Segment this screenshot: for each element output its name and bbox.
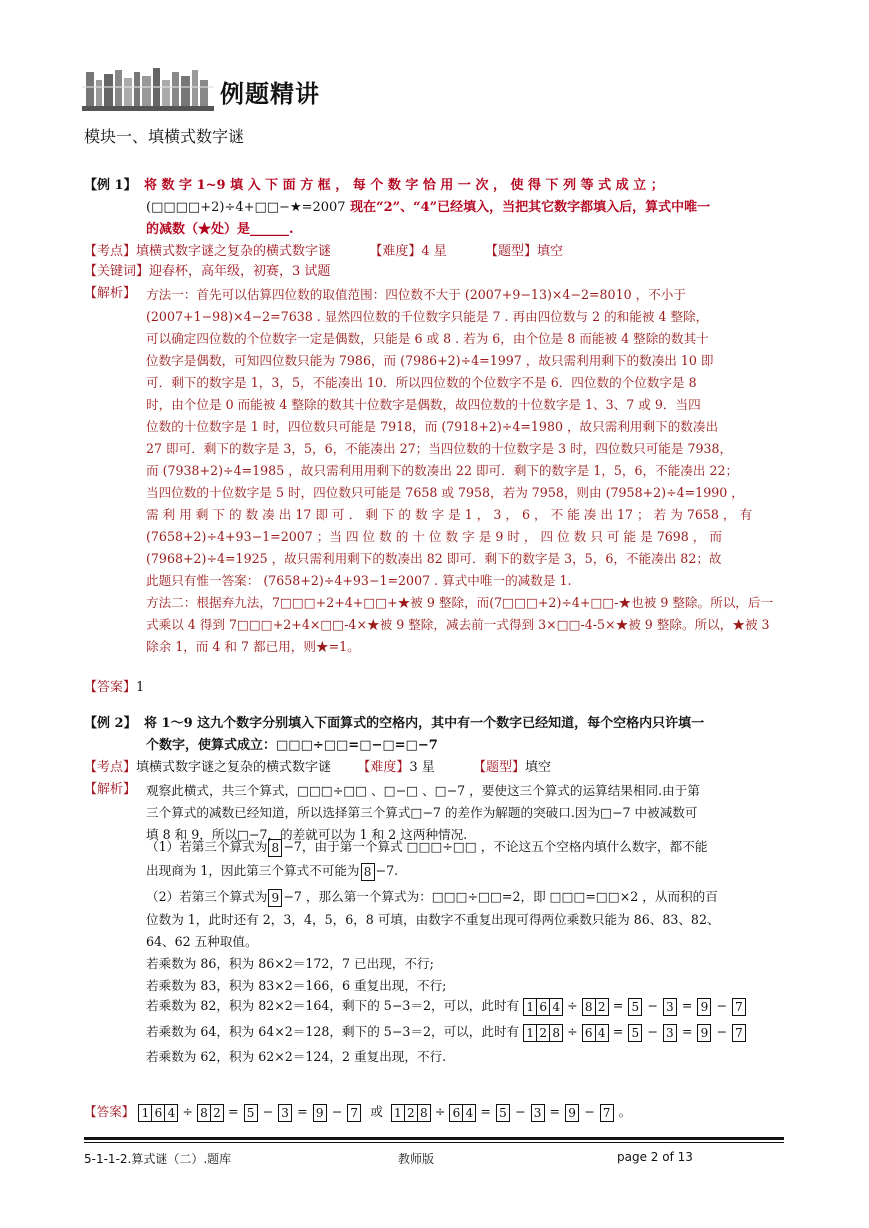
digit-box: 5 (628, 1024, 642, 1042)
case-2-line-1 (146, 886, 718, 907)
multiplier-row: 若乘数为 83，积为 83×2＝166，6 重复出现，不行; (146, 978, 447, 993)
tixing-label: 【题型】 (473, 760, 526, 775)
example-2-label: 【例 2】 (84, 716, 137, 731)
multiplier-text: 若乘数为 82，积为 82×2＝164，剩下的 5−3＝2，可以，此时有 (146, 998, 520, 1013)
analysis-line: 而 (7938+2)÷4=1985 ，故只需利用用剩下的数凑出 22 即可．剩下的数字是 1，5，6，不能凑出 22； (146, 463, 739, 478)
digit-box: 9 (268, 889, 282, 907)
digit-box: 8 (197, 1104, 210, 1122)
analysis-line: (7968+2)÷4=1925 ，故只需利用剩下的数凑出 82 即可．剩下的数字是 3，5，6，不能凑出 82；故 (146, 551, 722, 566)
digit-box: 2 (536, 1024, 549, 1042)
answer-value: 1 (136, 680, 145, 695)
analysis-line: 需 利 用 剩 下 的 数 凑 出 17 即 可 ． 剩 下 的 数 字 是 1 ， 3 ， 6 ， 不 能 凑 出 17 ； 若 为 7658 ， 有 (146, 507, 753, 522)
digit-box: 8 (417, 1104, 431, 1122)
tixing-value: 填空 (525, 760, 552, 775)
digit-box: 7 (732, 998, 746, 1016)
digit-box: 1 (523, 998, 536, 1016)
example-1-question (84, 175, 814, 241)
example-1-text-3: 的减数（★处）是______. (146, 222, 294, 237)
digit-box: 1 (391, 1104, 404, 1122)
module-title: 模块一、填横式数字谜 (84, 127, 245, 146)
kaodian-label: 【考点】 (84, 760, 137, 775)
nandu-value: 4 星 (421, 244, 447, 259)
analysis-line: 三个算式的减数已经知道，所以选择第三个算式□−7 的差作为解题的突破口.因为□−7 中被减数可 (146, 805, 698, 820)
case-1-text: （1）若第三个算式为 (146, 839, 268, 854)
answer-label: 【答案】 (84, 680, 137, 695)
analysis-line: 时，由个位是 0 而能被 4 整除的数其十位数字是偶数，故四位数的十位数字是 1、3、7 或 9．当四 (146, 397, 701, 412)
analysis-line: 可以确定四位数的个位数字一定是偶数，只能是 6 或 8 . 若为 6，由个位是 8 而能被 4 整除的数其十 (146, 331, 709, 346)
digit-box: 4 (595, 1024, 609, 1042)
kaodian-value: 填横式数字谜之复杂的横式数字谜 (136, 760, 332, 775)
example-1-text-2: 现在“2”、“4”已经填入，当把其它数字都填入后，算式中唯一 (345, 200, 711, 215)
end-mark: 。 (618, 1104, 632, 1119)
digit-box: 8 (549, 1024, 563, 1042)
footer-filename: 5-1-1-2.算式谜（二）.题库 (84, 1152, 232, 1166)
analysis-line: 位数字是偶数，可知四位数只能为 7986，而 (7986+2)÷4=1997 ，故只需利用剩下的数凑出 10 即 (146, 353, 714, 368)
multiplier-row: 若乘数为 86，积为 86×2＝172，7 已出现，不行; (146, 956, 434, 971)
digit-box: 4 (462, 1104, 476, 1122)
example-2-text-2: 个数字，使算式成立：□□□÷□□=□−□=□−7 (146, 738, 438, 753)
analysis-line: 64、62 五种取值。 (146, 934, 258, 949)
kaodian-value: 填横式数字谜之复杂的横式数字谜 (136, 244, 332, 259)
digit-box: 5 (244, 1104, 258, 1122)
analysis-line: 此题只有惟一答案： (7658+2)÷4+93−1=2007 . 算式中唯一的减数是 1. (146, 573, 572, 588)
or-word: 或 (370, 1104, 383, 1119)
digit-box: 8 (361, 863, 375, 881)
keywords-row (84, 262, 330, 282)
digit-box: 6 (582, 1024, 595, 1042)
multiplier-row-solution-2: 若乘数为 64，积为 64×2＝128，剩下的 5−3＝2，可以，此时有 1 2 8 ÷ 6 4 = 5 − 3 = 9 − 7 (146, 1021, 747, 1042)
analysis-line: (2007+1−98)×4−2=7638 . 显然四位数的千位数字只能是 7 . 再由四位数与 2 的和能被 4 整除， (146, 309, 709, 324)
digit-box: 7 (347, 1104, 361, 1122)
example-1-analysis (146, 284, 810, 658)
example-1-label: 【例 1】 (84, 178, 137, 193)
analysis-line: (7658+2)÷4+93−1=2007 ；当 四 位 数 的 十 位 数 字 是 9 时 ， 四 位 数 只 可 能 是 7698 ， 而 (146, 529, 722, 544)
digit-box: 3 (531, 1104, 545, 1122)
digit-box: 9 (697, 1024, 711, 1042)
tixing-label: 【题型】 (485, 244, 538, 259)
case-1-text: 出现商为 1，因此第三个算式不可能为 (146, 863, 360, 878)
answer-label: 【答案】 (84, 1104, 135, 1119)
case-1-line-1 (146, 836, 707, 857)
analysis-line: 方法二：根据弃九法，7□□□+2+4+□□+★被 9 整除，而(7□□□+2)÷4+□□-★也被 9 整除。所以，后一 (146, 595, 774, 610)
case-2-text: （2）若第三个算式为 (146, 889, 268, 904)
digit-box: 4 (164, 1104, 178, 1122)
digit-box: 5 (628, 998, 642, 1016)
digit-box: 1 (523, 1024, 536, 1042)
digit-box: 9 (565, 1104, 579, 1122)
example-1-formula: (□□□□+2)÷4+□□−★=2007 (146, 200, 346, 215)
multiplier-text: 若乘数为 64，积为 64×2＝128，剩下的 5−3＝2，可以，此时有 (146, 1024, 520, 1039)
footer-page-number: page 2 of 13 (617, 1150, 693, 1164)
digit-box: 9 (313, 1104, 327, 1122)
books-logo (82, 66, 222, 112)
example-1-answer (84, 678, 144, 698)
digit-box: 6 (449, 1104, 462, 1122)
digit-box: 3 (663, 998, 677, 1016)
case-2-text: −7 ，那么第一个算式为：□□□÷□□=2，即 □□□=□□×2 ，从而积的百 (283, 889, 718, 904)
keywords-label: 【关键词】 (84, 264, 150, 279)
analysis-label: 【解析】 (84, 782, 137, 797)
example-1-meta (84, 242, 563, 262)
analysis-label-1 (84, 284, 136, 304)
digit-box: 2 (595, 998, 609, 1016)
footer-rule-thin (84, 1142, 784, 1143)
example-2-text-1: 将 1～9 这九个数字分别填入下面算式的空格内，其中有一个数字已经知道，每个空格内只许填一 (144, 716, 705, 731)
analysis-line: 除余 1，而 4 和 7 都已用，则★=1。 (146, 639, 360, 654)
digit-box: 3 (278, 1104, 292, 1122)
analysis-line: 观察此横式，共三个算式，□□□÷□□ 、□−□ 、□−7 ，要使这三个算式的运算结果相同.由于第 (146, 783, 700, 798)
kaodian-label: 【考点】 (84, 244, 137, 259)
multiplier-row: 若乘数为 62，积为 62×2＝124，2 重复出现，不行. (146, 1049, 447, 1064)
digit-box: 7 (732, 1024, 746, 1042)
nandu-value: 3 星 (409, 760, 435, 775)
case-1-line-2 (146, 860, 398, 881)
digit-box: 2 (210, 1104, 224, 1122)
footer-rule-thick (84, 1137, 784, 1140)
example-2-answer: 【答案】 1 6 4 ÷ 8 2 = 5 − 3 = 9 − 7 或 1 2 8 ÷ 6 4 = 5 − 3 = 9 − 7 。 (84, 1104, 632, 1120)
digit-box: 1 (138, 1104, 151, 1122)
nandu-label: 【难度】 (369, 244, 422, 259)
case-1-text: −7. (375, 863, 399, 878)
example-1-text-1: 将 数 字 1~9 填 入 下 面 方 框 ， 每 个 数 字 恰 用 一 次 ， 使 得 下 列 等 式 成 立 ； (144, 178, 664, 193)
analysis-line: 可．剩下的数字是 1，3，5，不能凑出 10．所以四位数的个位数字不是 6．四位数的个位数字是 8 (146, 375, 697, 390)
digit-box: 4 (549, 998, 563, 1016)
analysis-label: 【解析】 (84, 286, 137, 301)
analysis-line: 方法一：首先可以估算四位数的取值范围：四位数不大于 (2007+9−13)×4−2=8010 ，不小于 (146, 287, 686, 302)
tixing-value: 填空 (537, 244, 564, 259)
digit-box: 5 (496, 1104, 510, 1122)
multiplier-row-solution-1: 若乘数为 82，积为 82×2＝164，剩下的 5−3＝2，可以，此时有 1 6 4 ÷ 8 2 = 5 − 3 = 9 − 7 (146, 995, 747, 1016)
case-1-text: −7，由于第一个算式 □□□÷□□ ，不论这五个空格内填什么数字，都不能 (283, 839, 708, 854)
analysis-line: 位数为 1，此时还有 2，3，4，5，6，8 可填，由数字不重复出现可得两位乘数只能为 86、83、82、 (146, 912, 720, 927)
digit-box: 3 (663, 1024, 677, 1042)
keywords-value: 迎春杯，高年级，初赛，3 试题 (149, 264, 331, 279)
analysis-line: 式乘以 4 得到 7□□□+2+4×□□-4×★被 9 整除，减去前一式得到 3×□□-4-5×★被 9 整除。所以，★被 3 (146, 617, 770, 632)
digit-box: 9 (697, 998, 711, 1016)
case-2-continued (146, 909, 810, 953)
analysis-line: 位数的十位数字是 1 时，四位数只可能是 7918，而 (7918+2)÷4=1980 ，故只需利用剩下的数凑出 (146, 419, 719, 434)
digit-box: 8 (268, 839, 282, 857)
nandu-label: 【难度】 (357, 760, 410, 775)
digit-box: 7 (600, 1104, 614, 1122)
footer-edition: 教师版 (398, 1152, 435, 1166)
digit-box: 6 (536, 998, 549, 1016)
example-2-meta (84, 758, 551, 778)
analysis-line: 当四位数的十位数字是 5 时，四位数只可能是 7658 或 7958，若为 7958，则由 (7958+2)÷4=1990 ， (146, 485, 744, 500)
analysis-label-2 (84, 780, 136, 800)
digit-box: 6 (151, 1104, 164, 1122)
digit-box: 8 (582, 998, 595, 1016)
analysis-line: 27 即可．剩下的数字是 3，5，6，不能凑出 27；当四位数的十位数字是 3 时，四位数只可能是 7938， (146, 441, 733, 456)
section-title: 例题精讲 (220, 80, 320, 108)
analysis-line: 填 8 和 9，所以□−7，的差就可以为 1 和 2 这两种情况. (146, 827, 468, 842)
digit-box: 2 (404, 1104, 417, 1122)
example-2-question (84, 713, 814, 757)
